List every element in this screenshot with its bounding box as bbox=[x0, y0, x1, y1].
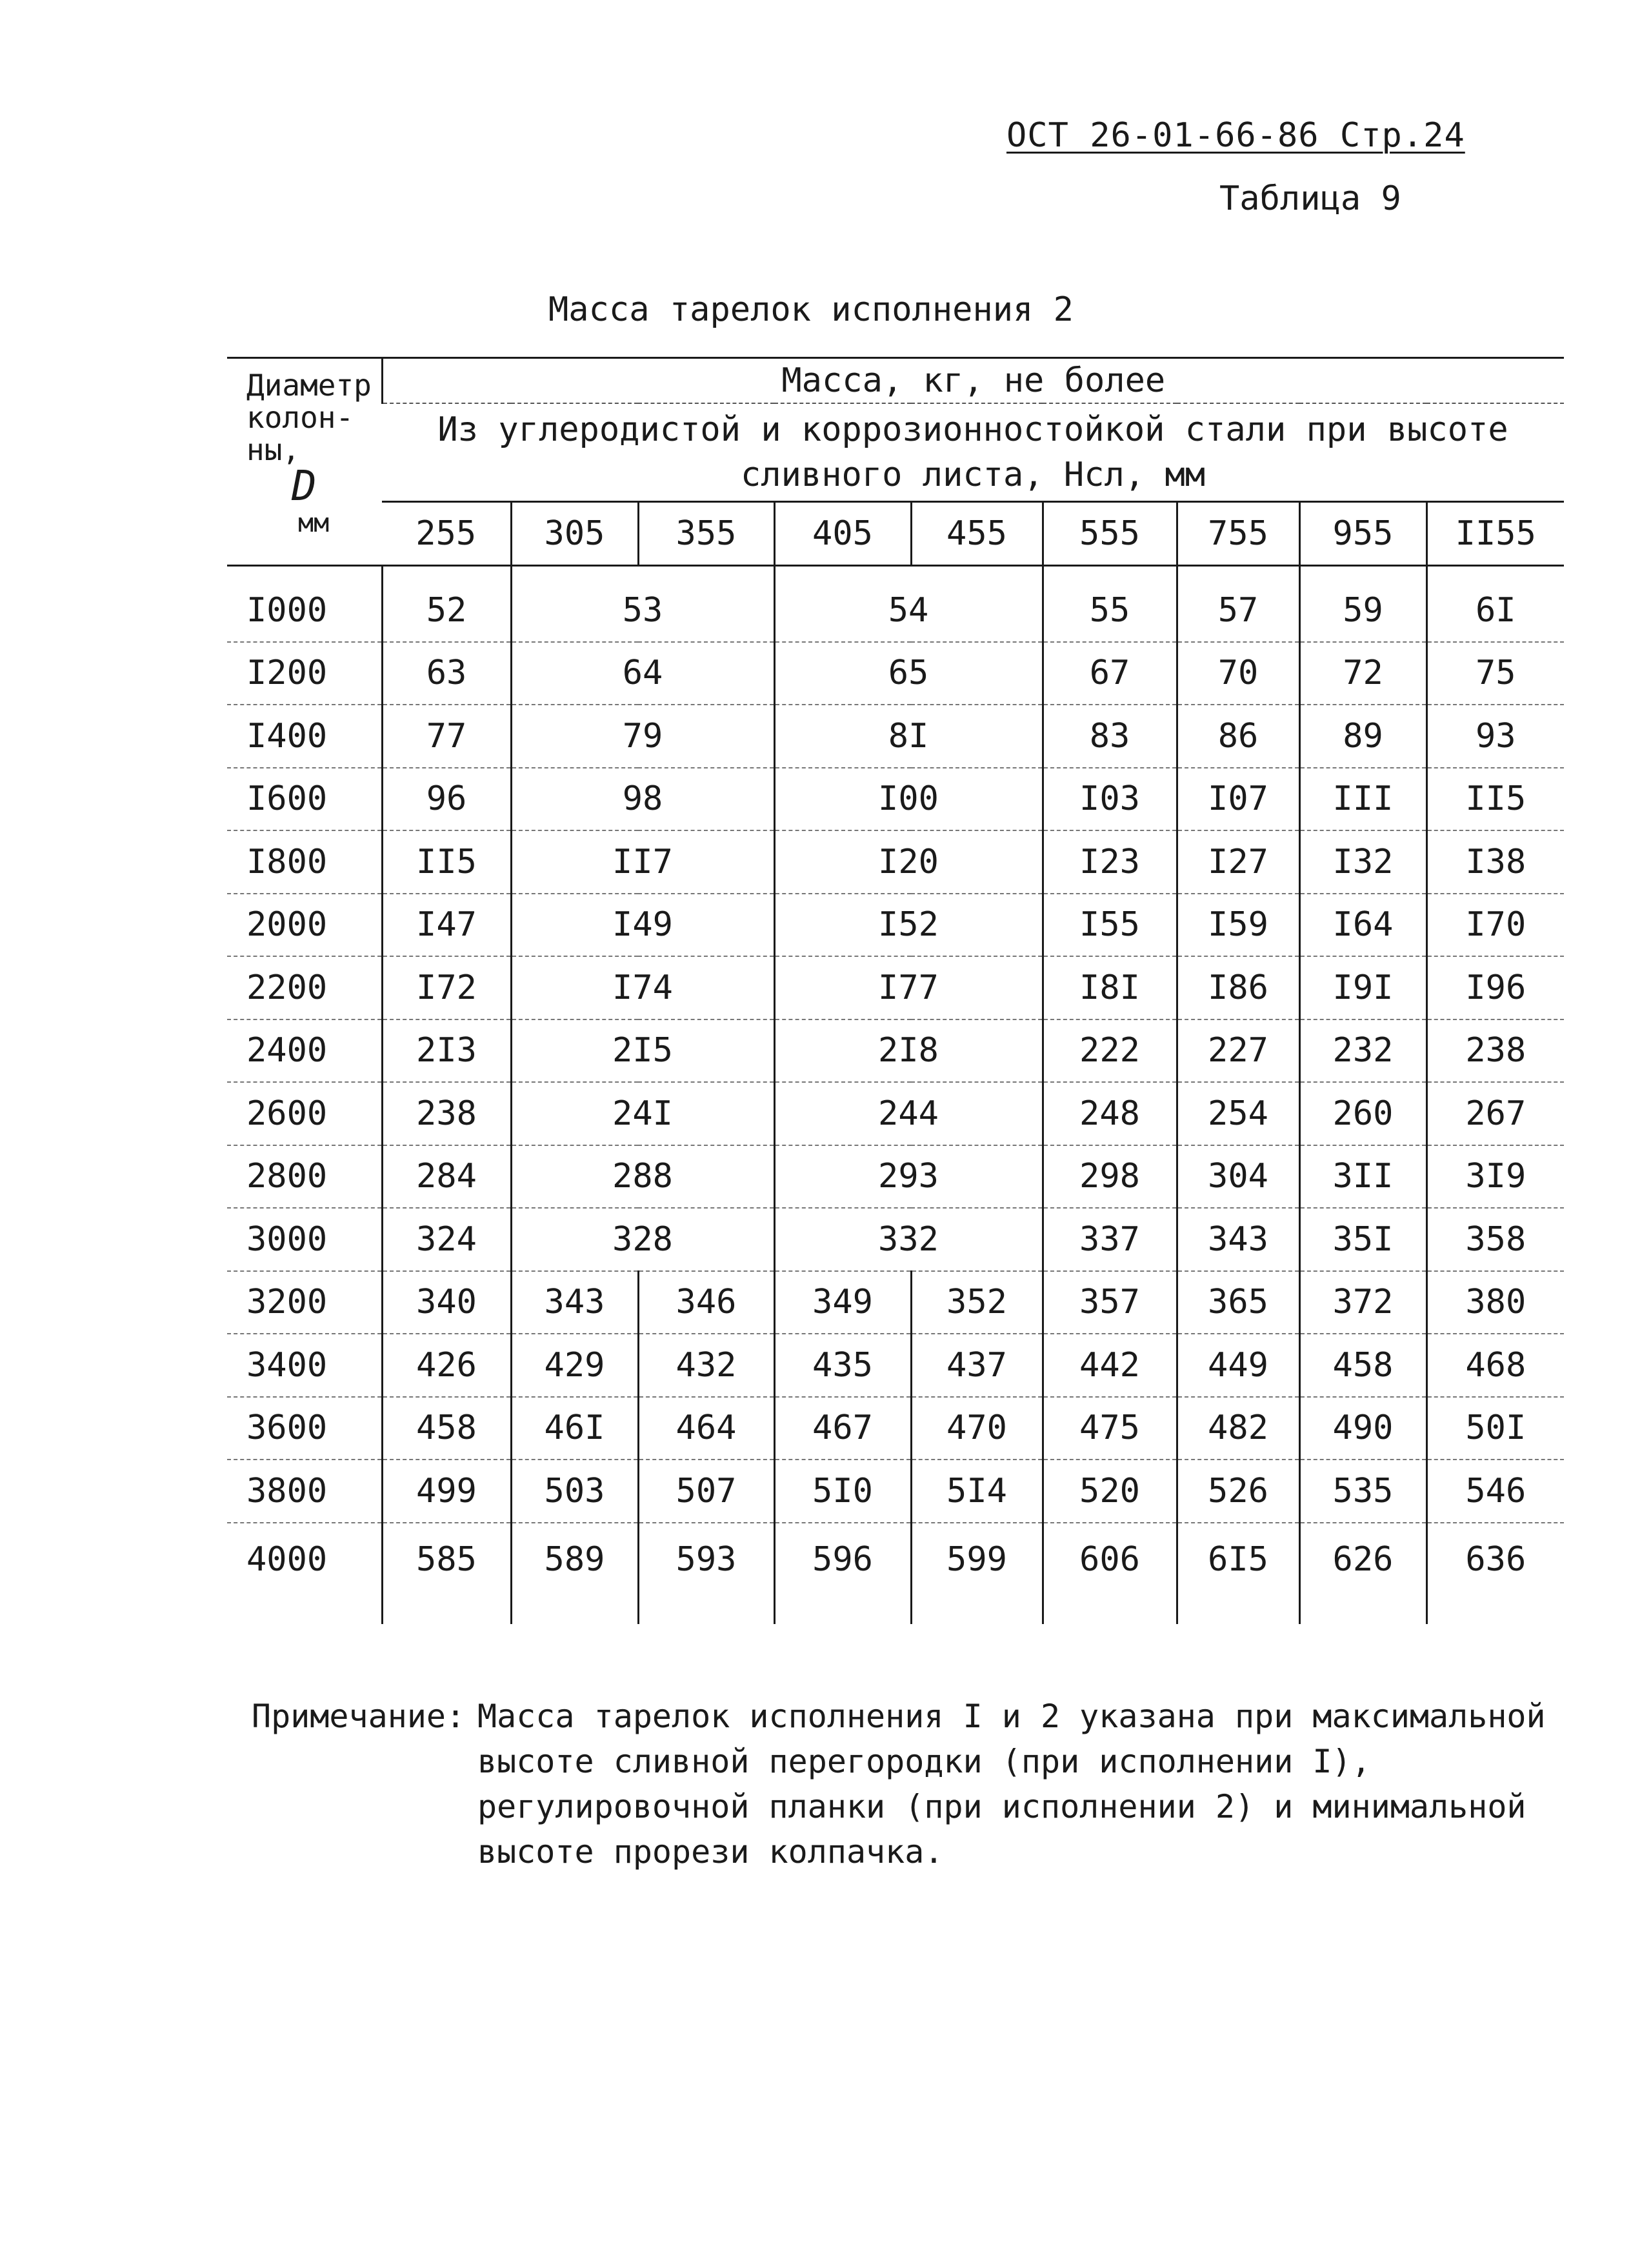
diameter-symbol: D bbox=[292, 463, 317, 510]
table-row bbox=[227, 1082, 1564, 1145]
note-label: Примечание: bbox=[252, 1698, 466, 1735]
mass-cell: 96 bbox=[382, 768, 511, 831]
table-row bbox=[227, 830, 1564, 894]
table-number: Таблица 9 bbox=[1219, 179, 1401, 218]
mass-cell: 429 bbox=[511, 1334, 638, 1397]
mass-cell: I9I bbox=[1299, 956, 1426, 1019]
mass-cell: 98 bbox=[511, 768, 774, 831]
mass-cell: 526 bbox=[1177, 1460, 1299, 1523]
mass-cell: 222 bbox=[1043, 1019, 1177, 1083]
mass-cell: 53 bbox=[511, 566, 774, 642]
mass-cell: 35I bbox=[1299, 1208, 1426, 1271]
mass-cell: 365 bbox=[1177, 1271, 1299, 1334]
mass-cell: I20 bbox=[774, 830, 1043, 894]
diameter-cell: 3000 bbox=[227, 1208, 382, 1271]
mass-cell: 288 bbox=[511, 1145, 774, 1209]
mass-cell: III bbox=[1299, 768, 1426, 831]
table-row bbox=[227, 642, 1564, 705]
diameter-cell: 3400 bbox=[227, 1334, 382, 1397]
mass-cell: 72 bbox=[1299, 642, 1426, 705]
mass-cell: I49 bbox=[511, 894, 774, 957]
diameter-cell: 2400 bbox=[227, 1019, 382, 1083]
mass-cell: 83 bbox=[1043, 705, 1177, 768]
mass-cell: 3I9 bbox=[1426, 1145, 1564, 1209]
mass-cell: 626 bbox=[1299, 1523, 1426, 1624]
table-row bbox=[227, 705, 1564, 768]
mass-cell: 357 bbox=[1043, 1271, 1177, 1334]
mass-cell: 380 bbox=[1426, 1271, 1564, 1334]
mass-cell: 64 bbox=[511, 642, 774, 705]
mass-header: Масса, кг, не более bbox=[382, 358, 1564, 404]
diameter-unit: мм bbox=[298, 508, 330, 538]
diameter-cell: I800 bbox=[227, 830, 382, 894]
mass-cell: 499 bbox=[382, 1460, 511, 1523]
mass-cell: 437 bbox=[911, 1334, 1043, 1397]
mass-cell: 636 bbox=[1426, 1523, 1564, 1624]
mass-cell: 298 bbox=[1043, 1145, 1177, 1209]
diameter-header-label: Диаметр колон- ны, bbox=[246, 368, 372, 467]
diameter-cell: 3800 bbox=[227, 1460, 382, 1523]
mass-cell: 346 bbox=[638, 1271, 774, 1334]
mass-cell: 468 bbox=[1426, 1334, 1564, 1397]
table-row bbox=[227, 1271, 1564, 1334]
note-text: Масса тарелок исполнения I и 2 указана при максимальной высоте сливной перегородки (при исполнении I), регулировочной планки (при исполнении 2) и минимальной высоте прорези колпачка. bbox=[477, 1698, 1546, 1871]
table-row bbox=[227, 1145, 1564, 1209]
mass-cell: 324 bbox=[382, 1208, 511, 1271]
mass-cell: 304 bbox=[1177, 1145, 1299, 1209]
mass-cell: I32 bbox=[1299, 830, 1426, 894]
mass-cell: 490 bbox=[1299, 1397, 1426, 1460]
height-header-cell: 455 bbox=[911, 502, 1043, 566]
height-header-cell: 405 bbox=[774, 502, 911, 566]
mass-cell: I00 bbox=[774, 768, 1043, 831]
mass-cell: 260 bbox=[1299, 1082, 1426, 1145]
mass-cell: 546 bbox=[1426, 1460, 1564, 1523]
table-row bbox=[227, 956, 1564, 1019]
diameter-cell: 3600 bbox=[227, 1397, 382, 1460]
mass-cell: 596 bbox=[774, 1523, 911, 1624]
diameter-cell: 2000 bbox=[227, 894, 382, 957]
mass-cell: 284 bbox=[382, 1145, 511, 1209]
mass-cell: 232 bbox=[1299, 1019, 1426, 1083]
diameter-cell: 2200 bbox=[227, 956, 382, 1019]
mass-cell: 3II bbox=[1299, 1145, 1426, 1209]
table-row bbox=[227, 768, 1564, 831]
height-header-cell: 555 bbox=[1043, 502, 1177, 566]
mass-cell: 67 bbox=[1043, 642, 1177, 705]
mass-cell: 93 bbox=[1426, 705, 1564, 768]
mass-cell: 458 bbox=[1299, 1334, 1426, 1397]
height-header-cell: 955 bbox=[1299, 502, 1426, 566]
diameter-cell: I200 bbox=[227, 642, 382, 705]
mass-cell: 238 bbox=[1426, 1019, 1564, 1083]
table-title: Масса тарелок исполнения 2 bbox=[548, 290, 1074, 329]
mass-cell: 432 bbox=[638, 1334, 774, 1397]
mass-cell: I55 bbox=[1043, 894, 1177, 957]
mass-cell: 8I bbox=[774, 705, 1043, 768]
table-row bbox=[227, 1523, 1564, 1624]
mass-cell: 55 bbox=[1043, 566, 1177, 642]
mass-cell: I03 bbox=[1043, 768, 1177, 831]
mass-cell: I59 bbox=[1177, 894, 1299, 957]
mass-cell: I74 bbox=[511, 956, 774, 1019]
mass-cell: 606 bbox=[1043, 1523, 1177, 1624]
height-header-cell: 255 bbox=[382, 502, 511, 566]
mass-cell: 358 bbox=[1426, 1208, 1564, 1271]
mass-cell: 6I5 bbox=[1177, 1523, 1299, 1624]
table-row bbox=[227, 1397, 1564, 1460]
mass-cell: 5I4 bbox=[911, 1460, 1043, 1523]
mass-cell: I72 bbox=[382, 956, 511, 1019]
mass-cell: 340 bbox=[382, 1271, 511, 1334]
mass-cell: II7 bbox=[511, 830, 774, 894]
table-row bbox=[227, 1460, 1564, 1523]
mass-cell: 475 bbox=[1043, 1397, 1177, 1460]
mass-cell: 343 bbox=[511, 1271, 638, 1334]
mass-cell: I8I bbox=[1043, 956, 1177, 1019]
mass-cell: 2I8 bbox=[774, 1019, 1043, 1083]
mass-cell: 328 bbox=[511, 1208, 774, 1271]
diameter-cell: I400 bbox=[227, 705, 382, 768]
mass-cell: 520 bbox=[1043, 1460, 1177, 1523]
mass-cell: 267 bbox=[1426, 1082, 1564, 1145]
diameter-cell: 4000 bbox=[246, 1540, 328, 1579]
mass-cell: 442 bbox=[1043, 1334, 1177, 1397]
mass-cell: 59 bbox=[1299, 566, 1426, 642]
mass-cell: I70 bbox=[1426, 894, 1564, 957]
mass-cell: 70 bbox=[1177, 642, 1299, 705]
mass-cell: 244 bbox=[774, 1082, 1043, 1145]
mass-cell: 75 bbox=[1426, 642, 1564, 705]
mass-cell: 470 bbox=[911, 1397, 1043, 1460]
mass-cell: 2I3 bbox=[382, 1019, 511, 1083]
document-id: ОСТ 26-01-66-86 Стр.24 bbox=[1006, 116, 1465, 155]
diameter-header bbox=[227, 358, 382, 566]
mass-cell: 238 bbox=[382, 1082, 511, 1145]
mass-cell: 227 bbox=[1177, 1019, 1299, 1083]
note bbox=[252, 1694, 1555, 1874]
height-header-cell: 755 bbox=[1177, 502, 1299, 566]
mass-cell: 52 bbox=[382, 566, 511, 642]
mass-cell: I27 bbox=[1177, 830, 1299, 894]
mass-cell: 5I0 bbox=[774, 1460, 911, 1523]
mass-cell: 332 bbox=[774, 1208, 1043, 1271]
mass-cell: I47 bbox=[382, 894, 511, 957]
mass-cell: 63 bbox=[382, 642, 511, 705]
height-header-cell: II55 bbox=[1426, 502, 1564, 566]
diameter-cell: I000 bbox=[227, 566, 382, 642]
diameter-cell: 3200 bbox=[227, 1271, 382, 1334]
mass-cell: 293 bbox=[774, 1145, 1043, 1209]
mass-cell: 89 bbox=[1299, 705, 1426, 768]
mass-cell: I23 bbox=[1043, 830, 1177, 894]
mass-cell: 503 bbox=[511, 1460, 638, 1523]
diameter-cell: 2800 bbox=[227, 1145, 382, 1209]
material-header: Из углеродистой и коррозионностойкой стали при высоте сливного листа, Нсл, мм bbox=[382, 403, 1564, 502]
mass-cell: 50I bbox=[1426, 1397, 1564, 1460]
table-row bbox=[227, 566, 1564, 642]
mass-cell: 585 bbox=[382, 1523, 511, 1624]
mass-cell: 24I bbox=[511, 1082, 774, 1145]
height-header-cell: 355 bbox=[638, 502, 774, 566]
mass-cell: 507 bbox=[638, 1460, 774, 1523]
mass-cell: 589 bbox=[511, 1523, 638, 1624]
mass-cell: II5 bbox=[1426, 768, 1564, 831]
mass-cell: I96 bbox=[1426, 956, 1564, 1019]
mass-cell: 449 bbox=[1177, 1334, 1299, 1397]
table-row bbox=[227, 1334, 1564, 1397]
height-header-cell: 305 bbox=[511, 502, 638, 566]
mass-cell: 54 bbox=[774, 566, 1043, 642]
mass-cell: 343 bbox=[1177, 1208, 1299, 1271]
table-row bbox=[227, 894, 1564, 957]
mass-table bbox=[227, 357, 1564, 1624]
mass-cell: 46I bbox=[511, 1397, 638, 1460]
mass-cell: II5 bbox=[382, 830, 511, 894]
mass-cell: I52 bbox=[774, 894, 1043, 957]
mass-cell: 535 bbox=[1299, 1460, 1426, 1523]
mass-cell: I64 bbox=[1299, 894, 1426, 957]
diameter-cell: I600 bbox=[227, 768, 382, 831]
diameter-cell: 2600 bbox=[227, 1082, 382, 1145]
mass-cell: 57 bbox=[1177, 566, 1299, 642]
mass-cell: 6I bbox=[1426, 566, 1564, 642]
mass-cell: I77 bbox=[774, 956, 1043, 1019]
mass-cell: 65 bbox=[774, 642, 1043, 705]
mass-cell: 349 bbox=[774, 1271, 911, 1334]
mass-cell: 79 bbox=[511, 705, 774, 768]
mass-cell: 248 bbox=[1043, 1082, 1177, 1145]
mass-cell: 372 bbox=[1299, 1271, 1426, 1334]
mass-cell: 464 bbox=[638, 1397, 774, 1460]
mass-cell: I38 bbox=[1426, 830, 1564, 894]
mass-cell: 482 bbox=[1177, 1397, 1299, 1460]
mass-cell: 458 bbox=[382, 1397, 511, 1460]
mass-cell: I07 bbox=[1177, 768, 1299, 831]
table-row bbox=[227, 1208, 1564, 1271]
mass-cell: 352 bbox=[911, 1271, 1043, 1334]
mass-cell: 86 bbox=[1177, 705, 1299, 768]
mass-cell: 77 bbox=[382, 705, 511, 768]
mass-cell: 254 bbox=[1177, 1082, 1299, 1145]
mass-cell: 467 bbox=[774, 1397, 911, 1460]
mass-cell: 2I5 bbox=[511, 1019, 774, 1083]
mass-cell: 426 bbox=[382, 1334, 511, 1397]
mass-cell: 599 bbox=[911, 1523, 1043, 1624]
mass-cell: 435 bbox=[774, 1334, 911, 1397]
mass-cell: 337 bbox=[1043, 1208, 1177, 1271]
mass-cell: I86 bbox=[1177, 956, 1299, 1019]
mass-cell: 593 bbox=[638, 1523, 774, 1624]
table-row bbox=[227, 1019, 1564, 1083]
